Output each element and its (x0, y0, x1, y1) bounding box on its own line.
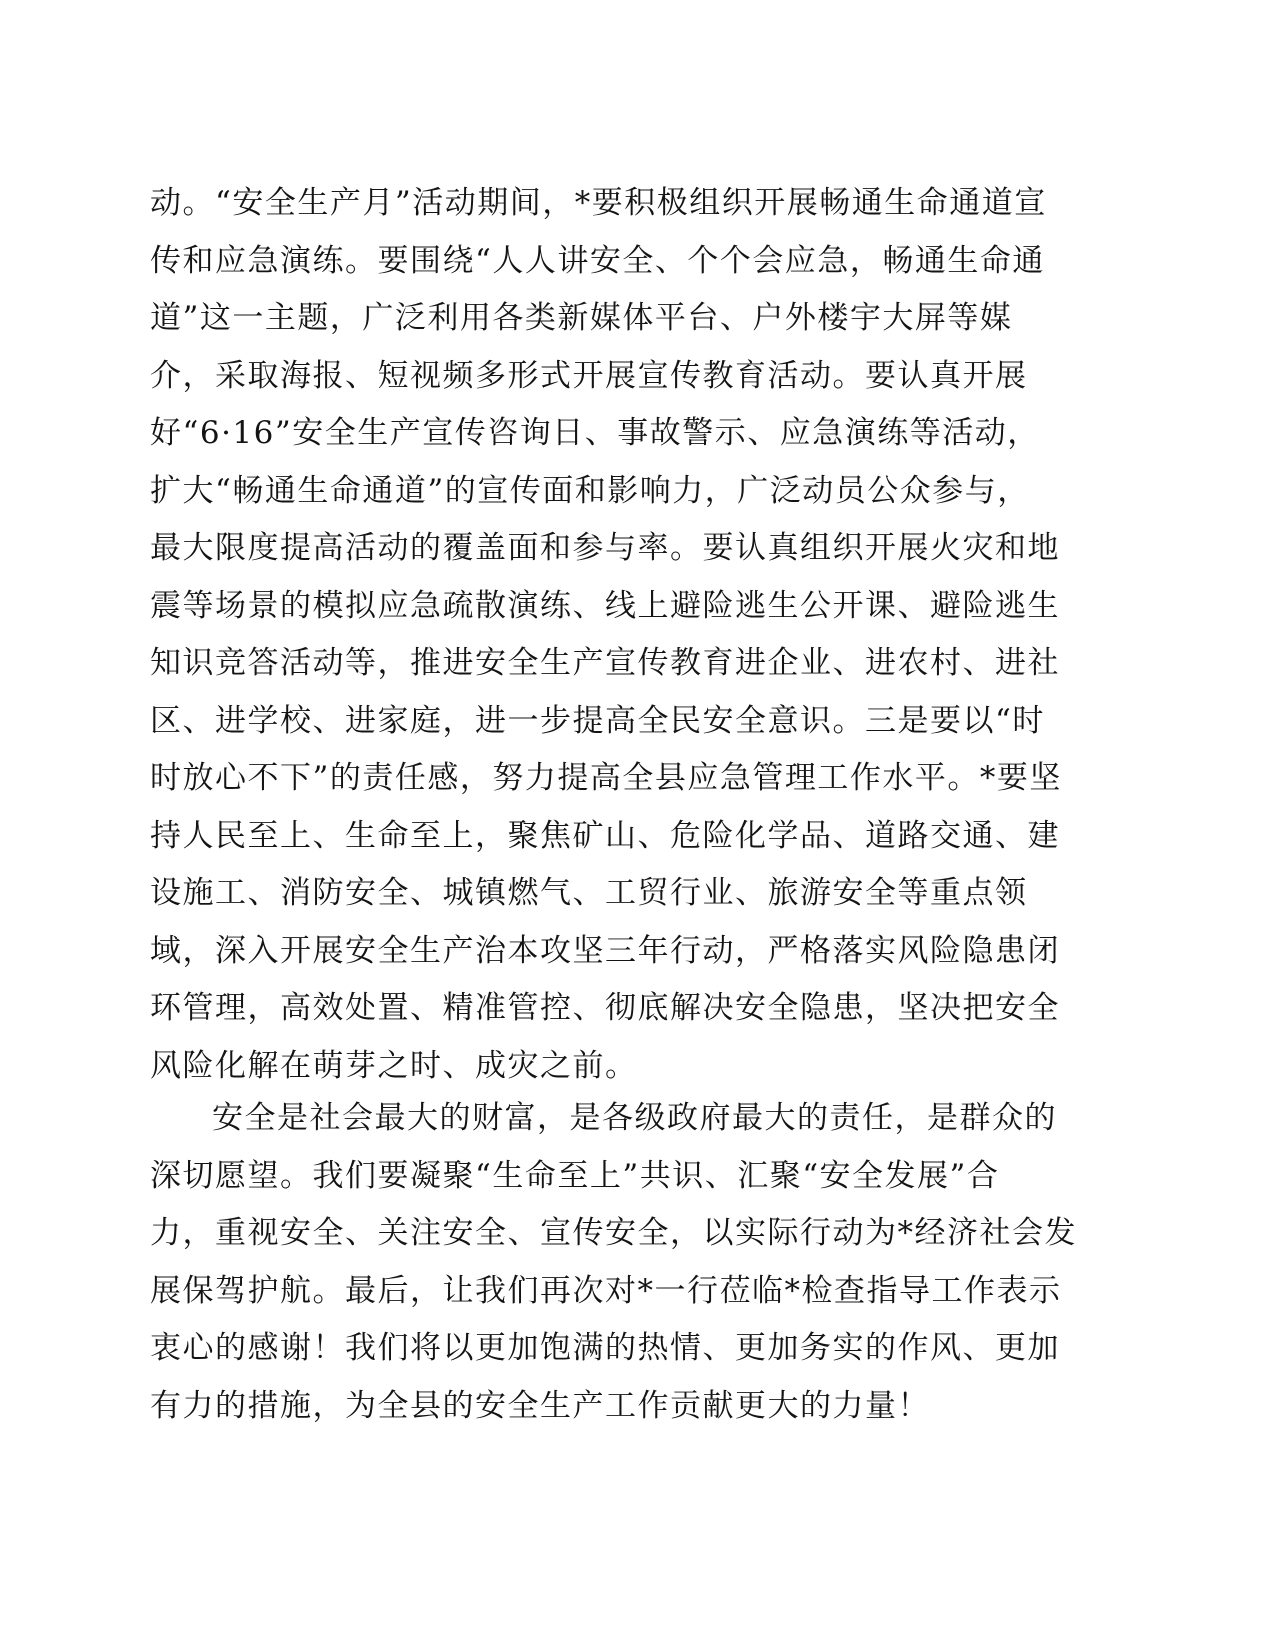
text-line: 安全是社会最大的财富，是各级政府最大的责任，是群众的 (212, 1100, 1057, 1136)
text-line: 设施工、消防安全、城镇燃气、工贸行业、旅游安全等重点领 (150, 875, 1028, 911)
text-line: 扩大“畅通生命通道”的宣传面和影响力，广泛动员公众参与， (150, 472, 1030, 509)
text-line: 展保驾护航。最后，让我们再次对*一行莅临*检查指导工作表示 (150, 1272, 1062, 1309)
text-line: 最大限度提高活动的覆盖面和参与率。要认真组织开展火灾和地 (150, 530, 1060, 566)
text-line: 道”这一主题，广泛利用各类新媒体平台、户外楼宇大屏等媒 (150, 300, 1013, 336)
paragraph-continuation (150, 175, 1110, 1095)
text-line: 持人民至上、生命至上，聚焦矿山、危险化学品、道路交通、建 (150, 817, 1060, 854)
text-line: 衷心的感谢！我们将以更加饱满的热情、更加务实的作风、更加 (150, 1330, 1060, 1366)
text-line: 震等场景的模拟应急疏散演练、线上避险逃生公开课、避险逃生 (150, 587, 1060, 624)
text-line: 时放心不下”的责任感，努力提高全县应急管理工作水平。*要坚 (150, 760, 1062, 796)
text-line: 风险化解在萌芽之时、成灾之前。 (150, 1047, 638, 1084)
text-line: 有力的措施，为全县的安全生产工作贡献更大的力量！ (150, 1387, 930, 1424)
text-line: 介，采取海报、短视频多形式开展宣传教育活动。要认真开展 (150, 357, 1028, 394)
text-line: 深切愿望。我们要凝聚“生命至上”共识、汇聚“安全发展”合 (150, 1157, 1000, 1194)
text-line: 动。“安全生产月”活动期间，*要积极组织开展畅通生命通道宣 (150, 185, 1047, 221)
text-line: 传和应急演练。要围绕“人人讲安全、个个会应急，畅通生命通 (150, 242, 1045, 279)
paragraph-closing (150, 1090, 1110, 1435)
text-line: 好“6·16”安全生产宣传咨询日、事故警示、应急演练等活动， (150, 415, 1040, 451)
text-line: 环管理，高效处置、精准管控、彻底解决安全隐患，坚决把安全 (150, 990, 1060, 1026)
text-line: 知识竞答活动等，推进安全生产宣传教育进企业、进农村、进社 (150, 645, 1060, 681)
text-line: 区、进学校、进家庭，进一步提高全民安全意识。三是要以“时 (150, 702, 1045, 739)
text-line: 域，深入开展安全生产治本攻坚三年行动，严格落实风险隐患闭 (150, 932, 1060, 969)
text-line: 力，重视安全、关注安全、宣传安全，以实际行动为*经济社会发 (150, 1215, 1077, 1251)
